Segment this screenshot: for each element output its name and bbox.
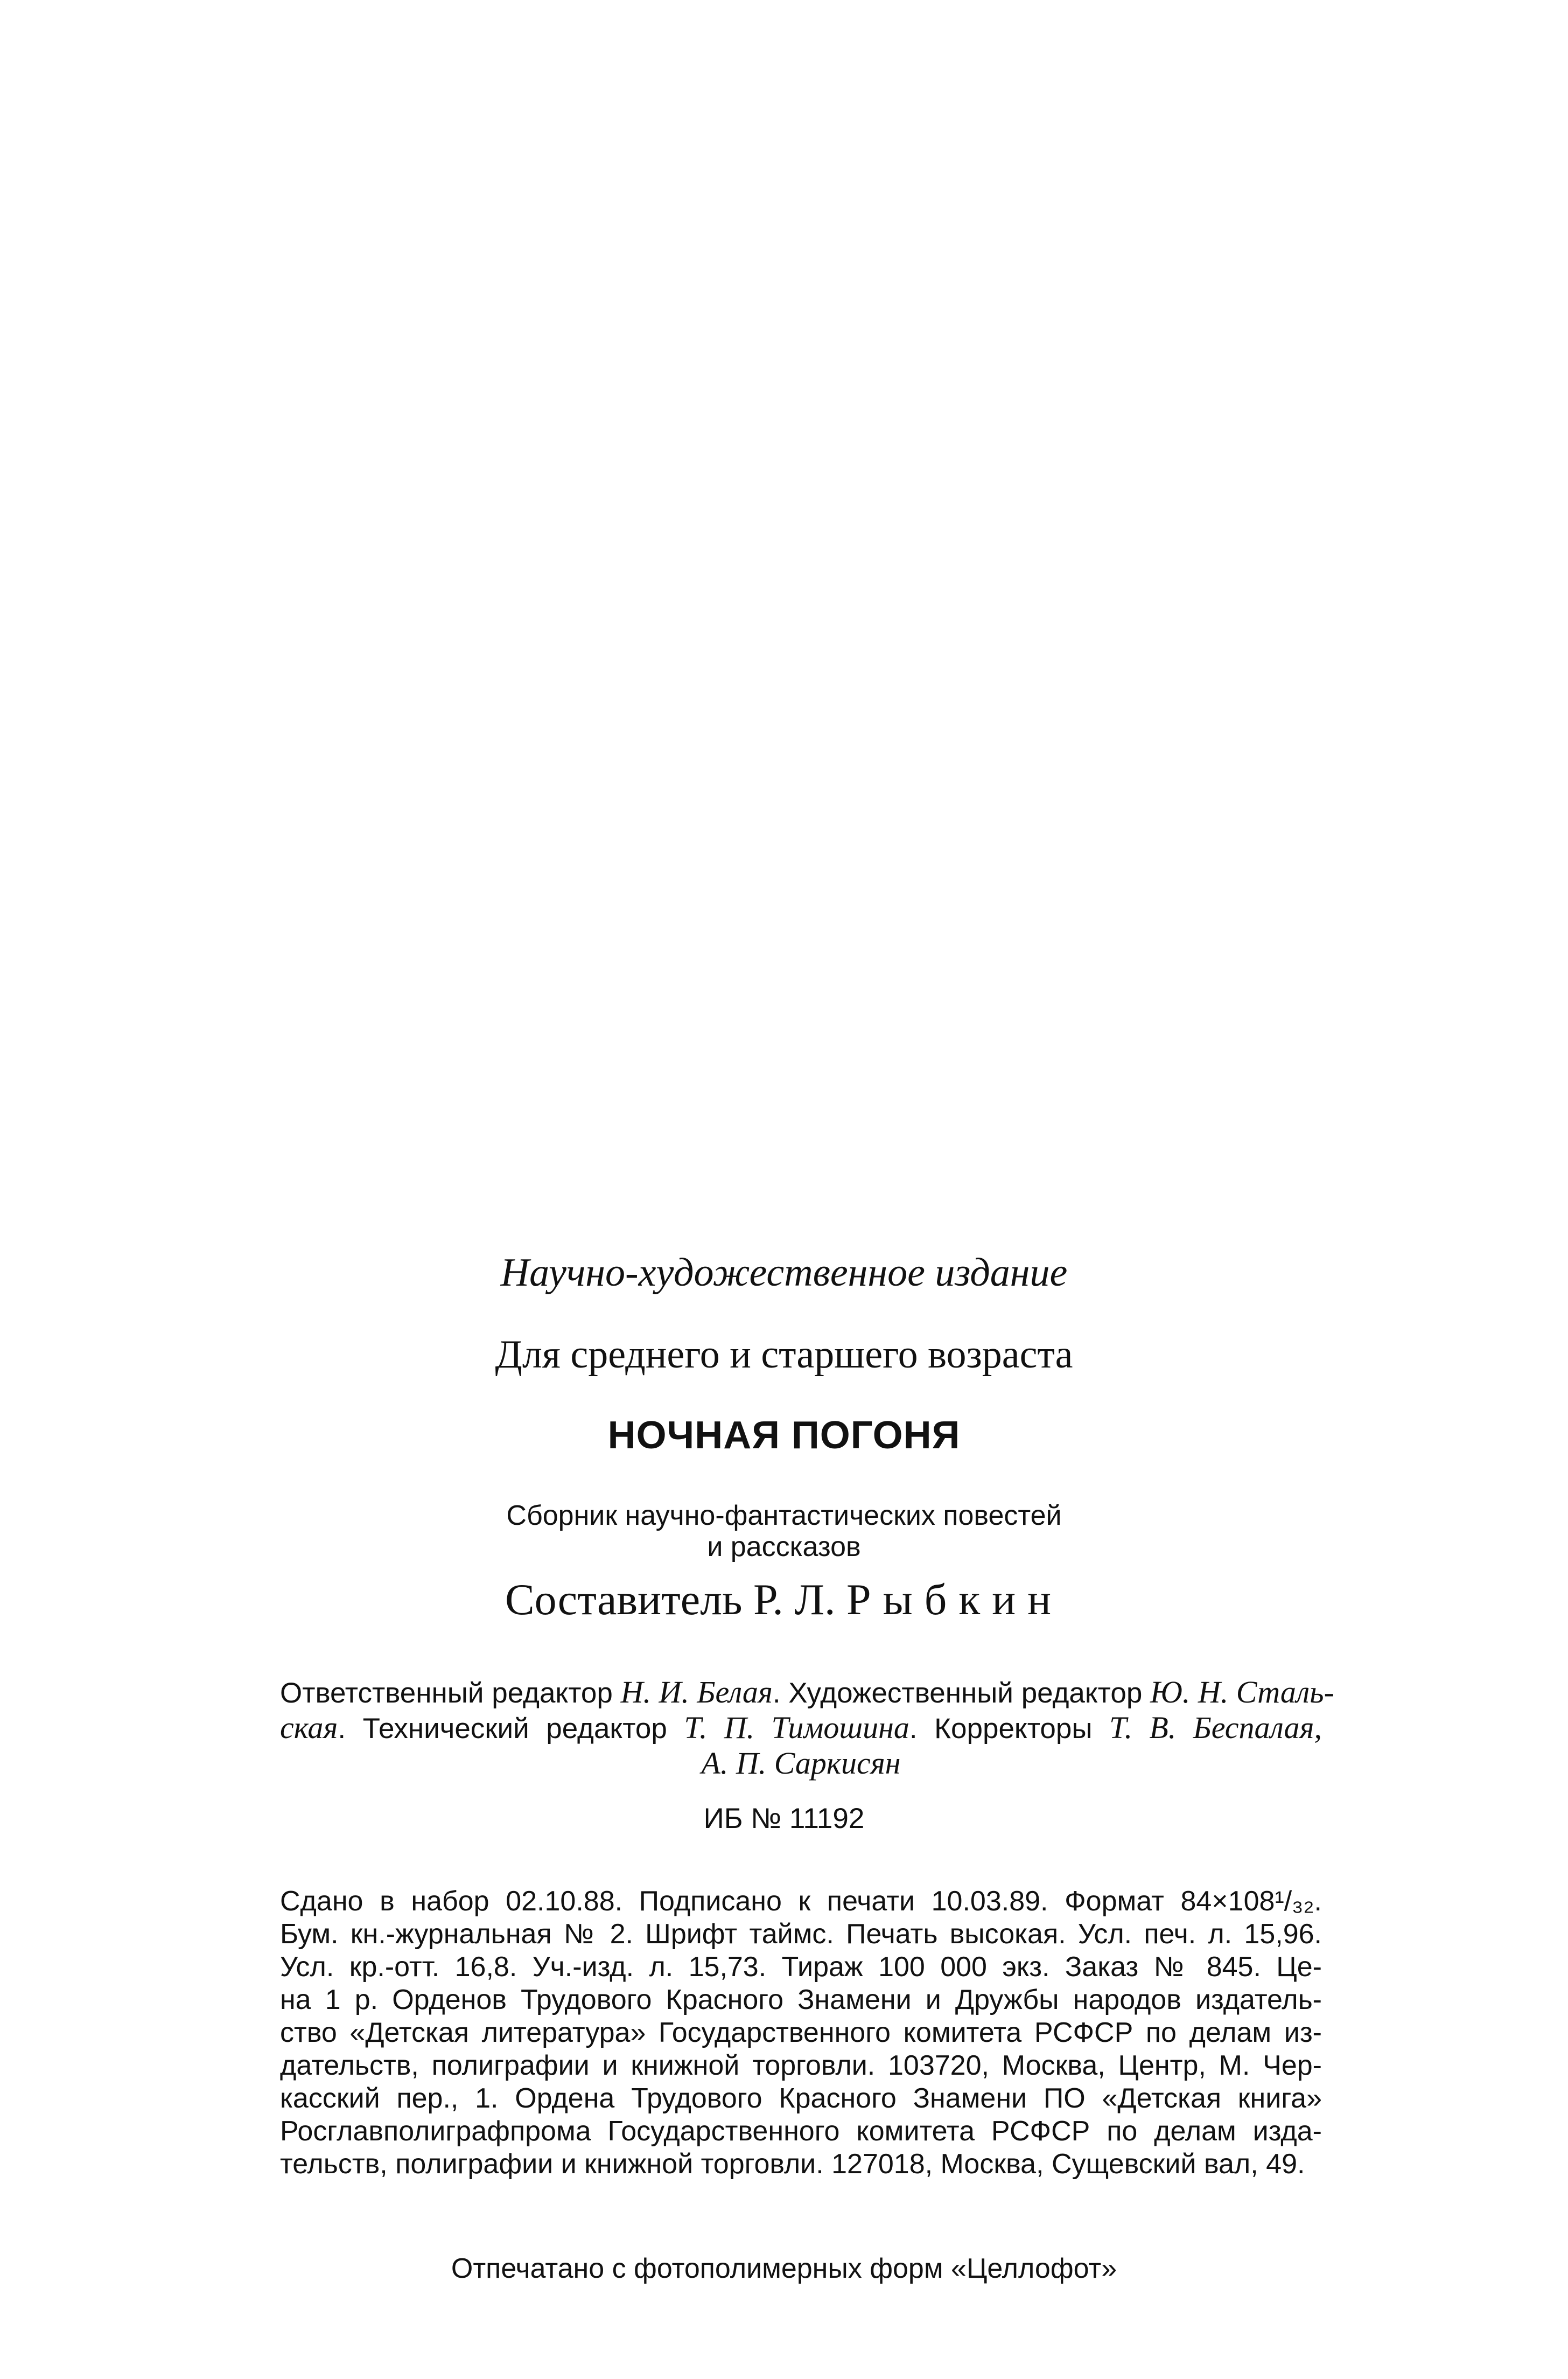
- editor-role-responsible: Ответственный редактор: [280, 1677, 621, 1709]
- ib-number: ИБ № 11192: [703, 1803, 865, 1834]
- subtitle-line-2: и рассказов: [707, 1531, 861, 1562]
- imprint-line: ство «Детская литература» Государственного комитета РСФСР по делам из-: [280, 2017, 1322, 2048]
- imprint-details: [280, 1885, 1322, 2181]
- editors-line-3: [280, 1746, 1322, 1782]
- editor-name-art-part2: ская: [280, 1710, 338, 1745]
- imprint-line: Бум. кн.-журнальная № 2. Шрифт таймс. Печать высокая. Усл. печ. л. 15,96.: [280, 1918, 1322, 1950]
- compiler-label: Составитель Р. Л.: [505, 1575, 836, 1624]
- proofreader-name-2: А. П. Саркисян: [701, 1746, 901, 1781]
- imprint-line: Сдано в набор 02.10.88. Подписано к печати 10.03.89. Формат 84×108¹/₃₂.: [280, 1886, 1322, 1917]
- editors-line-1: [280, 1675, 1334, 1711]
- imprint-line: касский пер., 1. Ордена Трудового Красного Знамени ПО «Детская книга»: [280, 2083, 1322, 2114]
- imprint-line: дательств, полиграфии и книжной торговли. 103720, Москва, Центр, М. Чер-: [280, 2050, 1322, 2081]
- editors-credits: [280, 1675, 1334, 1782]
- subtitle-line-1: Сборник научно-фантастических повестей: [506, 1500, 1062, 1531]
- proofreader-name-1: Т. В. Беспалая,: [1109, 1710, 1322, 1745]
- book-title: НОЧНАЯ ПОГОНЯ: [607, 1414, 961, 1457]
- imprint-line: тельств, полиграфии и книжной торговли. 127018, Москва, Сущевский вал, 49.: [280, 2148, 1305, 2180]
- editor-role-technical: . Технический редактор: [338, 1713, 684, 1745]
- editor-name-responsible: Н. И. Белая: [620, 1675, 773, 1710]
- editors-line-2: [280, 1711, 1322, 1746]
- editor-role-art: . Художественный редактор: [772, 1677, 1151, 1709]
- compiler-name: Рыбкин: [846, 1575, 1063, 1624]
- edition-type: Научно-художественное издание: [500, 1251, 1068, 1295]
- editor-name-technical: Т. П. Тимошина: [684, 1710, 909, 1745]
- book-subtitle: [0, 1500, 1568, 1562]
- compiler-credit: [0, 1573, 1568, 1627]
- audience-label: Для среднего и старшего возраста: [495, 1332, 1073, 1377]
- imprint-line: на 1 р. Орденов Трудового Красного Знамени и Дружбы народов издатель-: [280, 1984, 1322, 2015]
- printed-note: Отпечатано с фотополимерных форм «Целлофот»: [451, 2253, 1117, 2284]
- editor-role-proofreaders: . Корректоры: [909, 1713, 1109, 1745]
- imprint-line: Росглавполиграфпрома Государственного комитета РСФСР по делам изда-: [280, 2116, 1322, 2147]
- imprint-line: Усл. кр.-отт. 16,8. Уч.-изд. л. 15,73. Тираж 100 000 экз. Заказ № 845. Це-: [280, 1951, 1322, 1983]
- editor-name-art-part1: Ю. Н. Сталь-: [1150, 1675, 1334, 1710]
